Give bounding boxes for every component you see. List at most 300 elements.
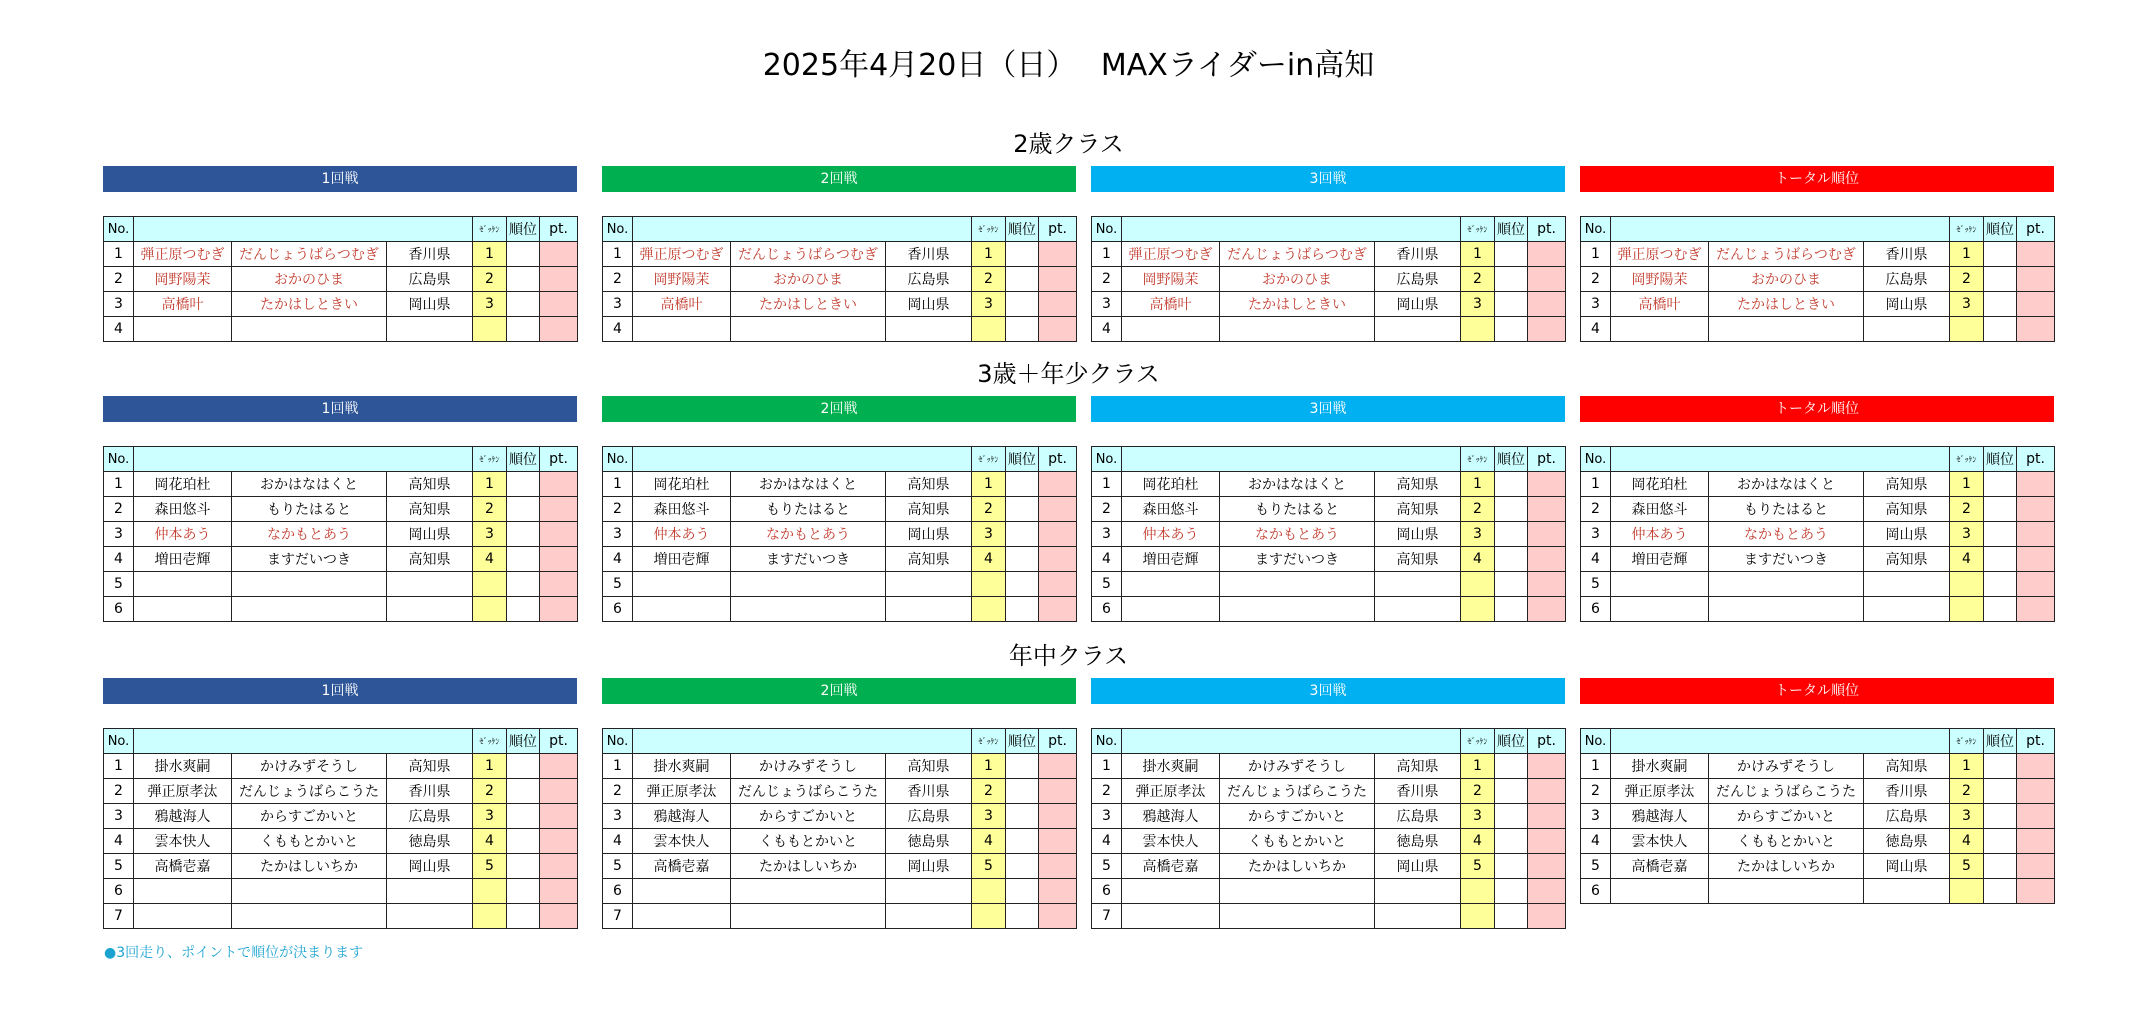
rider-name: 仲本あう [134,522,232,547]
table-row [603,267,1077,292]
section-title: 2歳クラス [1013,130,1124,158]
table-row [603,829,1077,854]
rider-prefecture: 徳島県 [886,829,972,854]
rank-cell [1984,472,2017,497]
rider-name: 増田壱輝 [134,547,232,572]
zekken-number: 1 [473,754,507,779]
points-cell [2017,547,2055,572]
rank-cell [1495,547,1528,572]
rider-kana: たかはしときい [1220,292,1375,317]
row-no: 3 [603,804,633,829]
points-cell [2017,854,2055,879]
rider-name [1611,879,1709,904]
row-no: 4 [1581,829,1611,854]
rider-name: 弾正原孝汰 [134,779,232,804]
table-row [603,317,1077,342]
rank-cell [507,597,540,622]
row-no: 3 [1092,522,1122,547]
rider-prefecture [1375,879,1461,904]
points-cell [2017,572,2055,597]
col-pt: pt. [2017,217,2055,242]
rank-cell [1006,854,1039,879]
row-no: 1 [1581,472,1611,497]
rider-prefecture: 広島県 [886,804,972,829]
col-no: No. [1092,217,1122,242]
points-cell [1528,497,1566,522]
zekken-number [473,597,507,622]
row-no: 4 [104,829,134,854]
points-cell [540,804,578,829]
rank-cell [1984,547,2017,572]
table-row [104,547,578,572]
rider-kana: だんじょうばらこうた [232,779,387,804]
rider-kana: からすごかいと [1709,804,1864,829]
zekken-number [972,904,1006,929]
rider-prefecture: 広島県 [387,267,473,292]
rider-kana: ますだいつき [1709,547,1864,572]
rider-prefecture: 高知県 [387,497,473,522]
rider-prefecture [387,597,473,622]
points-cell [540,317,578,342]
table-row [1581,472,2055,497]
rank-cell [1006,572,1039,597]
table-row [1092,779,1566,804]
rider-prefecture [886,879,972,904]
rider-kana: からすごかいと [1220,804,1375,829]
rider-kana: おかはなはくと [731,472,886,497]
col-name-header [134,447,473,472]
row-no: 5 [1092,854,1122,879]
zekken-number: 4 [1950,829,1984,854]
table-row [104,779,578,804]
rider-name [1611,597,1709,622]
rank-cell [507,754,540,779]
table-row [603,497,1077,522]
rank-cell [1006,779,1039,804]
rider-prefecture: 香川県 [1864,242,1950,267]
rank-cell [1006,267,1039,292]
row-no: 3 [1092,804,1122,829]
table-row [104,497,578,522]
rider-kana: もりたはると [1709,497,1864,522]
zekken-number: 2 [1461,497,1495,522]
rank-cell [1495,829,1528,854]
col-zekken: ｾﾞｯｹﾝ [972,729,1006,754]
rank-cell [1495,879,1528,904]
rider-name: 弾正原つむぎ [1122,242,1220,267]
rank-cell [1984,754,2017,779]
col-rank: 順位 [507,217,540,242]
rider-prefecture: 広島県 [1375,267,1461,292]
rider-prefecture [1864,317,1950,342]
rider-kana: だんじょうばらつむぎ [731,242,886,267]
col-rank: 順位 [1495,729,1528,754]
zekken-number: 1 [972,242,1006,267]
points-cell [1039,522,1077,547]
zekken-number: 1 [1950,472,1984,497]
row-no: 2 [1581,267,1611,292]
row-no: 2 [1092,497,1122,522]
col-zekken: ｾﾞｯｹﾝ [1950,729,1984,754]
rider-name [1122,904,1220,929]
table-row [1092,829,1566,854]
zekken-number: 1 [1461,754,1495,779]
table-row [104,854,578,879]
zekken-number: 3 [972,292,1006,317]
results-table [602,728,1077,929]
zekken-number [1950,572,1984,597]
rider-kana: なかもとあう [232,522,387,547]
rank-cell [1984,522,2017,547]
rank-cell [1006,879,1039,904]
rider-name: 仲本あう [1611,522,1709,547]
rank-cell [507,522,540,547]
table-row [104,242,578,267]
rider-kana: もりたはると [232,497,387,522]
round-block [103,166,577,342]
rider-prefecture: 岡山県 [886,522,972,547]
row-no: 2 [1581,779,1611,804]
row-no: 6 [104,879,134,904]
zekken-number: 4 [972,547,1006,572]
col-rank: 順位 [1495,447,1528,472]
row-no: 3 [104,804,134,829]
table-row [1581,522,2055,547]
rider-name: 高橋叶 [1122,292,1220,317]
rider-name: 増田壱輝 [633,547,731,572]
rider-name: 森田悠斗 [1611,497,1709,522]
rank-cell [507,547,540,572]
rider-prefecture [387,879,473,904]
rank-cell [507,829,540,854]
row-no: 2 [1092,267,1122,292]
rank-cell [1984,804,2017,829]
table-row [1581,779,2055,804]
row-no: 2 [603,779,633,804]
rider-prefecture: 岡山県 [387,292,473,317]
zekken-number: 2 [473,779,507,804]
points-cell [2017,804,2055,829]
table-row [1581,804,2055,829]
zekken-number [972,572,1006,597]
results-table [602,446,1077,622]
row-no: 1 [603,754,633,779]
zekken-number [1950,879,1984,904]
table-row [603,779,1077,804]
rider-kana [1709,879,1864,904]
zekken-number: 3 [1950,804,1984,829]
results-table [1091,728,1566,929]
table-header-row [603,729,1077,754]
table-header-row [1581,729,2055,754]
row-no: 6 [1092,597,1122,622]
rider-prefecture: 岡山県 [1864,292,1950,317]
points-cell [1528,854,1566,879]
rider-name [134,572,232,597]
rank-cell [1006,497,1039,522]
zekken-number: 2 [972,497,1006,522]
col-name-header [633,217,972,242]
table-row [104,829,578,854]
rider-name [1611,572,1709,597]
rider-prefecture: 広島県 [1375,804,1461,829]
table-row [1581,754,2055,779]
rider-name [134,904,232,929]
row-no: 3 [104,522,134,547]
zekken-number [473,317,507,342]
rider-name: 岡花珀杜 [1122,472,1220,497]
table-row [1581,497,2055,522]
table-header-row [104,447,578,472]
zekken-number [972,317,1006,342]
results-table [1091,446,1566,622]
row-no: 7 [603,904,633,929]
row-no: 4 [1581,317,1611,342]
col-name-header [134,217,473,242]
col-rank: 順位 [1006,217,1039,242]
table-row [104,317,578,342]
round-header: 1回戦 [103,396,577,422]
row-no: 5 [603,572,633,597]
rank-cell [1495,522,1528,547]
row-no: 1 [1092,754,1122,779]
rider-prefecture [886,317,972,342]
rank-cell [1006,522,1039,547]
rider-name: 高橋壱嘉 [1611,854,1709,879]
col-rank: 順位 [507,447,540,472]
col-name-header [1122,447,1461,472]
rider-kana: おかはなはくと [1220,472,1375,497]
rider-kana [232,904,387,929]
col-zekken: ｾﾞｯｹﾝ [1950,217,1984,242]
row-no: 6 [104,597,134,622]
rider-prefecture [1864,572,1950,597]
rank-cell [1495,267,1528,292]
rank-cell [1006,754,1039,779]
results-table [103,216,578,342]
rider-prefecture [1864,879,1950,904]
col-no: No. [1581,447,1611,472]
zekken-number: 3 [972,522,1006,547]
rider-kana [1220,879,1375,904]
rank-cell [1006,317,1039,342]
rider-name: 高橋壱嘉 [1122,854,1220,879]
rider-kana: だんじょうばらこうた [1220,779,1375,804]
rider-prefecture: 高知県 [886,547,972,572]
zekken-number: 3 [473,292,507,317]
table-row [104,572,578,597]
rank-cell [1984,879,2017,904]
zekken-number: 3 [972,804,1006,829]
zekken-number: 2 [972,779,1006,804]
rank-cell [1984,572,2017,597]
row-no: 4 [603,317,633,342]
points-cell [540,779,578,804]
zekken-number: 2 [1461,267,1495,292]
zekken-number: 4 [473,829,507,854]
round-header: 3回戦 [1091,396,1565,422]
rider-prefecture [387,572,473,597]
rider-prefecture: 香川県 [387,242,473,267]
rider-name: 弾正原つむぎ [1611,242,1709,267]
col-name-header [633,729,972,754]
rank-cell [507,267,540,292]
rider-kana: なかもとあう [1220,522,1375,547]
zekken-number: 2 [473,267,507,292]
zekken-number [1461,317,1495,342]
rider-kana: くももとかいと [1220,829,1375,854]
table-row [603,522,1077,547]
round-block [1091,678,1565,929]
col-no: No. [104,217,134,242]
col-rank: 順位 [507,729,540,754]
rider-kana [731,879,886,904]
round-header: 3回戦 [1091,678,1565,704]
table-row [1581,292,2055,317]
table-row [1581,854,2055,879]
zekken-number: 4 [972,829,1006,854]
rider-kana: だんじょうばらつむぎ [1220,242,1375,267]
table-row [1581,242,2055,267]
points-cell [1039,572,1077,597]
rider-name: 雲本快人 [1122,829,1220,854]
rider-kana: たかはしいちか [232,854,387,879]
row-no: 5 [603,854,633,879]
rider-kana: おかはなはくと [232,472,387,497]
col-zekken: ｾﾞｯｹﾝ [972,217,1006,242]
rider-prefecture: 岡山県 [1864,854,1950,879]
zekken-number: 2 [1461,779,1495,804]
table-row [1092,804,1566,829]
zekken-number: 2 [473,497,507,522]
rank-cell [1495,854,1528,879]
rank-cell [507,804,540,829]
table-row [104,292,578,317]
points-cell [2017,267,2055,292]
rider-prefecture: 広島県 [1864,804,1950,829]
rider-prefecture: 広島県 [387,804,473,829]
row-no: 1 [104,472,134,497]
rank-cell [1984,317,2017,342]
row-no: 2 [104,779,134,804]
points-cell [540,754,578,779]
rank-cell [1984,267,2017,292]
col-pt: pt. [1528,447,1566,472]
rider-prefecture: 徳島県 [1864,829,1950,854]
rider-name: 森田悠斗 [1122,497,1220,522]
points-cell [1528,754,1566,779]
col-name-header [1122,217,1461,242]
points-cell [540,242,578,267]
points-cell [1528,572,1566,597]
rider-name [1122,597,1220,622]
points-cell [1039,829,1077,854]
rider-name: 鴉越海人 [633,804,731,829]
rider-kana: たかはしときい [731,292,886,317]
col-pt: pt. [540,217,578,242]
rider-prefecture: 徳島県 [1375,829,1461,854]
rank-cell [1984,779,2017,804]
table-row [1581,267,2055,292]
rank-cell [1495,754,1528,779]
table-row [1092,547,1566,572]
row-no: 5 [104,854,134,879]
zekken-number: 4 [1461,547,1495,572]
rider-kana: おかのひま [232,267,387,292]
rank-cell [1495,242,1528,267]
results-table [1580,216,2055,342]
row-no: 6 [1581,597,1611,622]
row-no: 6 [1092,879,1122,904]
table-row [1092,572,1566,597]
points-cell [1528,292,1566,317]
points-cell [540,497,578,522]
col-pt: pt. [540,447,578,472]
points-cell [1039,854,1077,879]
points-cell [1528,472,1566,497]
rider-prefecture: 香川県 [886,242,972,267]
zekken-number: 1 [972,472,1006,497]
points-cell [540,472,578,497]
points-cell [1039,267,1077,292]
row-no: 2 [603,267,633,292]
table-header-row [1092,447,1566,472]
rider-kana: かけみずそうし [731,754,886,779]
rider-kana [1709,572,1864,597]
points-cell [540,879,578,904]
zekken-number: 1 [1950,754,1984,779]
rider-prefecture: 高知県 [1375,497,1461,522]
rank-cell [1006,904,1039,929]
results-table [103,728,578,929]
table-row [603,572,1077,597]
table-row [1092,317,1566,342]
col-zekken: ｾﾞｯｹﾝ [473,447,507,472]
col-rank: 順位 [1984,729,2017,754]
rank-cell [1006,242,1039,267]
rider-name: 弾正原つむぎ [633,242,731,267]
row-no: 6 [1581,879,1611,904]
points-cell [2017,779,2055,804]
col-name-header [134,729,473,754]
points-cell [1528,804,1566,829]
rank-cell [1495,317,1528,342]
rider-name [1611,317,1709,342]
round-block [103,678,577,929]
row-no: 5 [1092,572,1122,597]
col-zekken: ｾﾞｯｹﾝ [473,729,507,754]
points-cell [1528,242,1566,267]
rank-cell [507,572,540,597]
rider-kana: ますだいつき [1220,547,1375,572]
col-zekken: ｾﾞｯｹﾝ [473,217,507,242]
table-row [1092,879,1566,904]
rider-kana [731,572,886,597]
col-zekken: ｾﾞｯｹﾝ [1461,447,1495,472]
rider-prefecture: 香川県 [1864,779,1950,804]
round-header: 2回戦 [602,396,1076,422]
rider-name: 岡野陽茉 [1122,267,1220,292]
row-no: 2 [1581,497,1611,522]
points-cell [540,522,578,547]
row-no: 3 [1581,522,1611,547]
table-row [603,242,1077,267]
zekken-number: 3 [1461,292,1495,317]
table-row [104,522,578,547]
rider-kana [1220,317,1375,342]
rider-prefecture [1864,597,1950,622]
rank-cell [1495,804,1528,829]
